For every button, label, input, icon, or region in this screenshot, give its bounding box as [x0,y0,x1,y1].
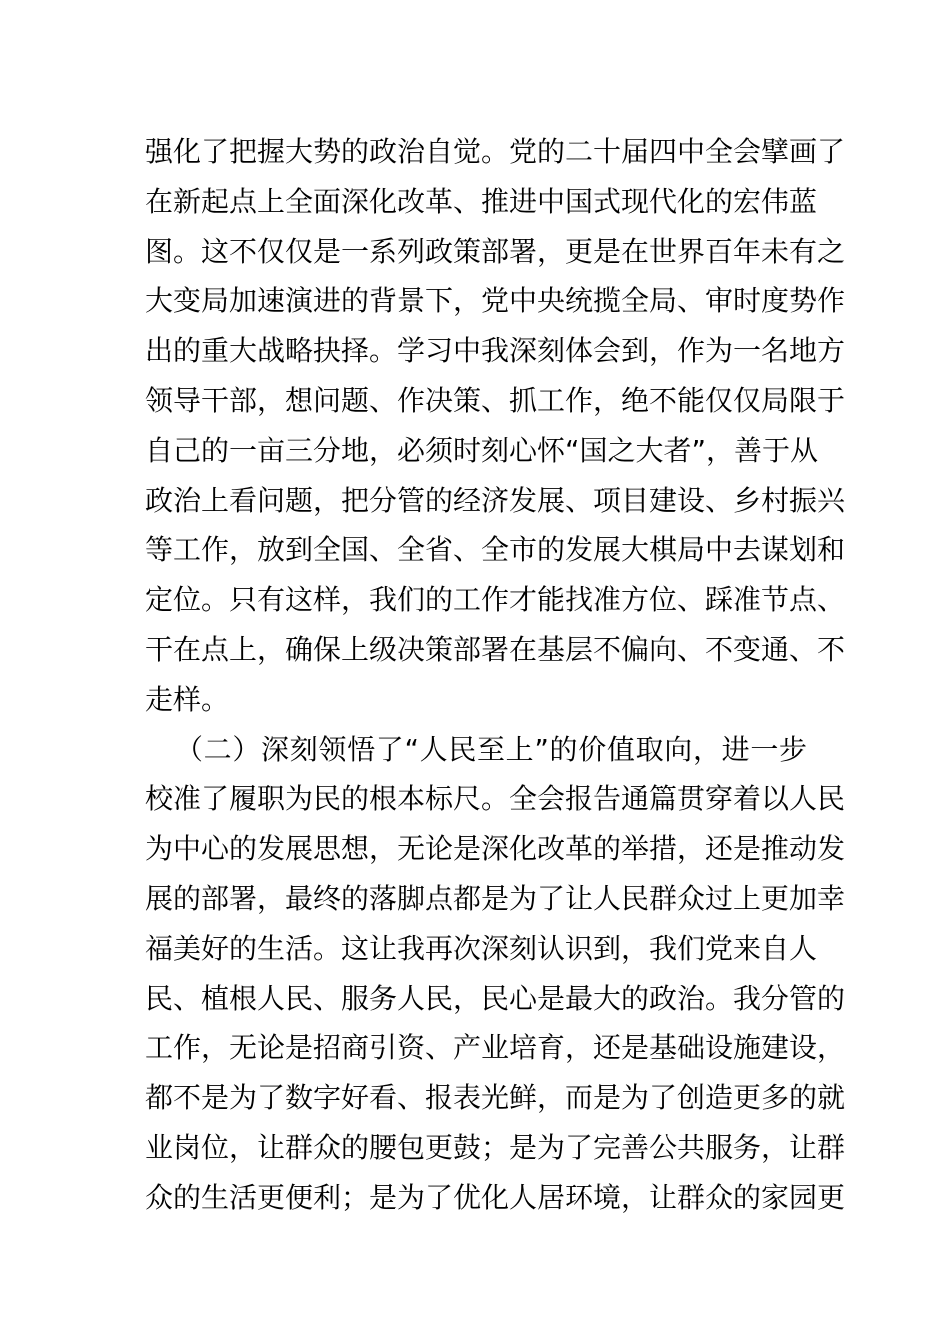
text-line: 大变局加速演进的背景下，党中央统揽全局、审时度势作 [145,284,846,318]
paragraph-1 [145,127,846,725]
text-line: 都不是为了数字好看、报表光鲜，而是为了创造更多的就 [145,1081,846,1115]
text-line: 众的生活更便利；是为了优化人居环境，让群众的家园更 [145,1180,846,1214]
section-heading-line: （二）深刻领悟了“人民至上”的价值取向，进一步 [175,732,807,766]
text-line: 福美好的生活。这让我再次深刻认识到，我们党来自人 [145,931,818,965]
text-line: 等工作，放到全国、全省、全市的发展大棋局中去谋划和 [145,533,846,567]
text-line: 出的重大战略抉择。学习中我深刻体会到，作为一名地方 [145,334,846,368]
text-line: 校准了履职为民的根本标尺。全会报告通篇贯穿着以人民 [145,782,846,816]
text-line: 为中心的发展思想，无论是深化改革的举措，还是推动发 [145,832,846,866]
text-line: 展的部署，最终的落脚点都是为了让人民群众过上更加幸 [145,881,846,915]
text-line: 强化了把握大势的政治自觉。党的二十届四中全会擘画了 [145,135,846,168]
text-line: 走样。 [145,682,230,716]
text-line: 政治上看问题，把分管的经济发展、项目建设、乡村振兴 [145,483,846,517]
text-line: 干在点上，确保上级决策部署在基层不偏向、不变通、不 [145,632,846,666]
text-line: 定位。只有这样，我们的工作才能找准方位、踩准节点、 [145,583,846,617]
text-line: 业岗位，让群众的腰包更鼓；是为了完善公共服务，让群 [145,1130,846,1164]
text-line: 在新起点上全面深化改革、推进中国式现代化的宏伟蓝 [145,184,818,218]
text-line: 民、植根人民、服务人民，民心是最大的政治。我分管的 [145,981,846,1015]
text-line: 领导干部，想问题、作决策、抓工作，绝不能仅仅局限于 [145,383,846,417]
text-line: 工作，无论是招商引资、产业培育，还是基础设施建设， [145,1031,846,1065]
text-line: 图。这不仅仅是一系列政策部署，更是在世界百年未有之 [145,234,846,268]
text-line: 自己的一亩三分地，必须时刻心怀“国之大者”，善于从 [145,433,819,467]
document-page [145,127,846,1223]
paragraph-2 [145,725,846,1223]
